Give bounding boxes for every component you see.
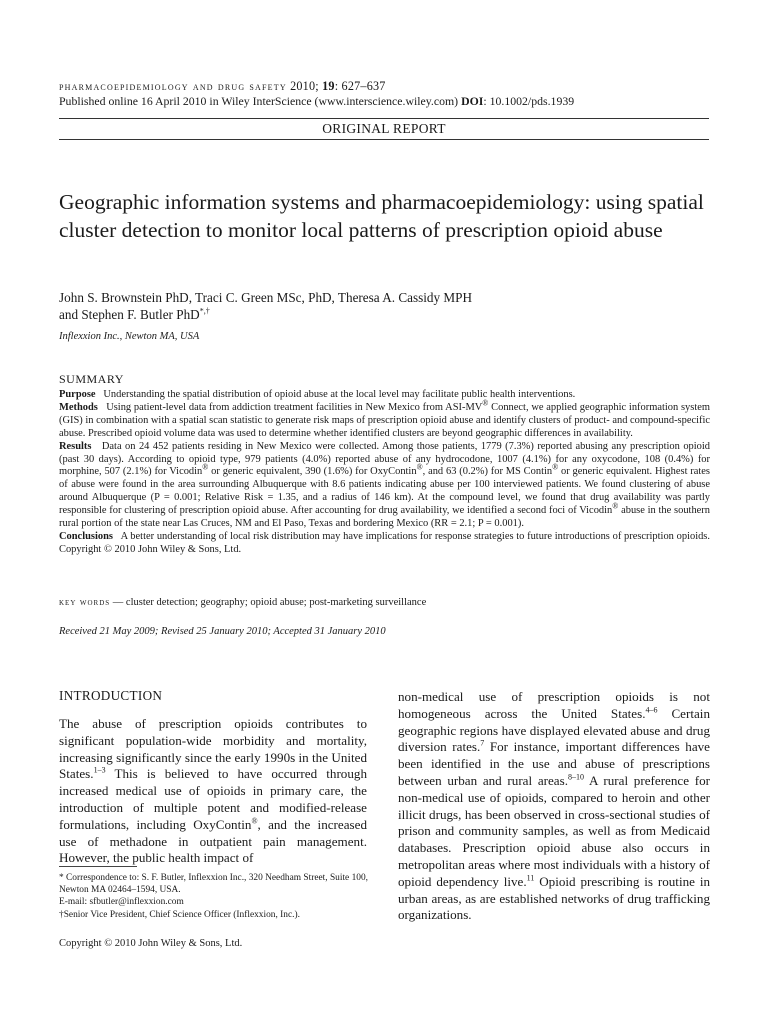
registered-mark: ® <box>612 501 619 511</box>
purpose-label: Purpose <box>59 389 96 400</box>
conclusions-text: A better understanding of local risk distribution may have implications for response strategies to future introductions of prescription opioids. Copyright © 2010 John Wiley & Sons, Ltd. <box>59 530 710 555</box>
keywords <box>59 597 426 608</box>
conclusions-label: Conclusions <box>59 530 113 542</box>
footnote-position: †Senior Vice President, Chief Science Officer (Inflexxion, Inc.). <box>59 909 300 920</box>
publication-line <box>59 94 574 109</box>
report-type: ORIGINAL REPORT <box>322 121 446 136</box>
citation-ref[interactable]: 4–6 <box>645 705 658 715</box>
introduction-heading: INTRODUCTION <box>59 688 163 703</box>
results-text-b: or generic equivalent, 390 (1.6%) for OxyContin <box>208 466 417 478</box>
methods-label: Methods <box>59 401 98 413</box>
journal-name: pharmacoepidemiology and drug safety <box>59 81 287 93</box>
summary-heading: SUMMARY <box>59 372 124 386</box>
abstract <box>59 389 710 557</box>
results-text-e: abuse in the southern rural portion of the state near Las Cruces, NM and El Paso, Texas and bordering Mexico (RR = 2.1; P = 0.001). <box>59 505 710 530</box>
registered-mark: ® <box>251 816 258 826</box>
intro-column-left <box>59 716 367 867</box>
published-online: Published online 16 April 2010 in Wiley InterScience (www.interscience.wiley.com) <box>59 94 459 108</box>
intro-text: , and the increased use of methadone in outpatient pain management. However, the public health impact of <box>59 816 367 866</box>
authors-line-2: and Stephen F. Butler PhD <box>59 307 200 322</box>
header-rule-bottom <box>59 139 709 140</box>
purpose-text: Understanding the spatial distribution of opioid abuse at the local level may facilitate public health interventions. <box>103 389 576 400</box>
citation-ref[interactable]: 1–3 <box>93 766 106 776</box>
copyright-footer: Copyright © 2010 John Wiley & Sons, Ltd. <box>59 938 243 949</box>
intro-text: A rural preference for non-medical use of opioids, compared to heroin and other illicit drugs, has been observed in cross-sectional studies of prison and community samples, as well as from Medicaid databases. Prescription opioid abuse also occurs in metropolitan areas where most individuals with a history of opioid dependency live. <box>398 772 710 889</box>
intro-text: The abuse of prescription opioids contributes to significant population-wide morbidity and mortality, increasing significantly since the early 1990s in the United States. <box>59 716 367 782</box>
intro-text: For instance, important differences have been identified in the use and abuse of prescriptions between urban and rural areas. <box>398 739 710 788</box>
journal-citation <box>59 79 386 94</box>
registered-mark: ® <box>482 398 489 408</box>
citation-year: 2010; <box>290 79 319 93</box>
keywords-text: — cluster detection; geography; opioid abuse; post-marketing surveillance <box>112 597 427 608</box>
registered-mark: ® <box>202 462 209 472</box>
keywords-label: key words <box>59 597 111 608</box>
citation-ref[interactable]: 8–10 <box>568 772 584 782</box>
pages: : 627–637 <box>334 79 386 93</box>
volume: 19 <box>322 79 335 93</box>
doi-value[interactable]: : 10.1002/pds.1939 <box>483 94 575 108</box>
author-marks: *,† <box>199 306 210 316</box>
doi-label: DOI <box>461 94 484 108</box>
abstract-results <box>59 441 710 531</box>
citation-ref[interactable]: 7 <box>480 739 485 749</box>
footnote-rule <box>59 866 137 867</box>
intro-text: This is believed to have occurred through increased medical use of opioids in primary care, the introduction of multiple potent and modified-release formulations, including OxyContin <box>59 766 367 832</box>
methods-text-b: Connect, we applied geographic information system (GIS) in combination with a spatial scan statistic to generate risk maps of prescription opioid abuse and identify clusters of product- and compound-specific abuse. Prescribed opioid volume data was used to determine whether identified clusters are beyond geographic differences in availability. <box>59 401 711 439</box>
registered-mark: ® <box>416 462 423 472</box>
registered-mark: ® <box>552 462 559 472</box>
abstract-methods <box>59 398 711 441</box>
abstract-purpose <box>59 389 710 402</box>
affiliation: Inflexxion Inc., Newton MA, USA <box>59 331 200 342</box>
results-text-a: Data on 24 452 patients residing in New Mexico were collected. Among those patients, 1779 (7.3%) reported abusing any prescription opioid (past 30 days). According to opioid type, 979 patients (4.0%) reported abuse of any hydrocodone, 1007 (4.1%) for any oxycodone, 108 (0.4%) for morphine, 507 (2.1%) for Vicodin <box>59 440 711 478</box>
citation-ref[interactable]: 11 <box>526 873 535 883</box>
article-title: Geographic information systems and pharmacoepidemiology: using spatial cluster detection to monitor local patterns of prescription opioid abuse <box>59 190 704 242</box>
footnotes <box>59 872 369 921</box>
intro-text: non-medical use of prescription opioids is not homogeneous across the United States. <box>398 689 710 721</box>
intro-text: Certain geographic regions have displayed elevated abuse and drug diversion rates. <box>398 705 710 755</box>
intro-text: Opioid prescribing is routine in urban areas, as are established networks of drug trafficking organizations. <box>398 873 710 923</box>
results-text-c: , and 63 (0.2%) for MS Contin <box>422 466 553 478</box>
methods-text-a: Using patient-level data from addiction treatment facilities in New Mexico from ASI-MV <box>106 401 483 413</box>
footnote-email[interactable]: E-mail: sfbutler@inflexxion.com <box>59 897 184 908</box>
header-rule-top <box>59 118 709 119</box>
authors-line-1: John S. Brownstein PhD, Traci C. Green MSc, PhD, Theresa A. Cassidy MPH <box>59 290 472 305</box>
results-text-d: or generic equivalent. Highest rates of abuse were found in the area surrounding Albuquerque with 8.6 patients indicating abuse per 100 interviewed patients. We found clustering of abuse around Albuquerque (P = 0.001; Relative Risk = 1.35, and a radius of 146 km). At the compound level, we found that drug availability was partly responsible for clustering of prescription opioid abuse. After accounting for drug availability, we identified a second foci of Vicodin <box>59 466 710 517</box>
author-list <box>59 289 679 323</box>
abstract-conclusions <box>59 531 710 557</box>
results-label: Results <box>59 440 92 452</box>
footnote-correspondence: * Correspondence to: S. F. Butler, Inflexxion Inc., 320 Needham Street, Suite 100, Newton MA 02464–1594, USA. <box>59 873 368 896</box>
received-dates: Received 21 May 2009; Revised 25 January 2010; Accepted 31 January 2010 <box>59 626 386 637</box>
intro-column-right <box>398 689 710 924</box>
